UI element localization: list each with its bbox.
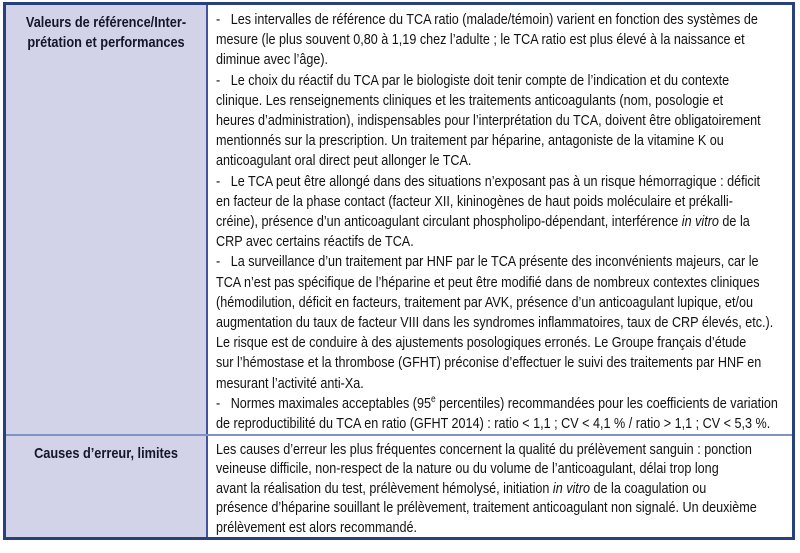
text-line: veineuse difficile, non-respect de la nature ou du volume de l’anticoagulant, délai trop long bbox=[216, 460, 719, 478]
row-label-line: Valeurs de référence/Inter- bbox=[25, 14, 187, 31]
text-line: - Le choix du réactif du TCA par le biologiste doit tenir compte de l’indication et du contexte bbox=[216, 71, 730, 89]
text-line: clinique. Les renseignements cliniques et les traitements anticoagulants (nom, posologie et bbox=[216, 91, 724, 109]
row-content-text bbox=[216, 440, 790, 537]
text-line: mesurant l’activité anti-Xa. bbox=[216, 374, 364, 392]
reference-table bbox=[3, 2, 795, 540]
row-label-line: Causes d’erreur, limites bbox=[34, 445, 178, 462]
row-header-cell bbox=[6, 5, 208, 434]
text-line: - Normes maximales acceptables (95e percentiles) recommandées pour les coefficients de variation bbox=[216, 393, 778, 412]
row-content-cell bbox=[208, 5, 792, 434]
text-line: TCA n’est pas spécifique de l’héparine et peut être modifié dans de nombreux contextes cliniques bbox=[216, 273, 760, 291]
text-line: prélèvement est alors recommandé. bbox=[216, 518, 417, 536]
row-header-text bbox=[6, 444, 206, 464]
text-line: créine), présence d’un anticoagulant circulant phospholipo-dépendant, interférence in vitro de la bbox=[216, 213, 750, 231]
text-line: - Le TCA peut être allongé dans des situations n’exposant pas à un risque hémorragique : déficit bbox=[216, 172, 761, 190]
text-line: - La surveillance d’un traitement par HNF par le TCA présente des inconvénients majeurs, car le bbox=[216, 253, 759, 271]
text-line: anticoagulant oral direct peut allonger le TCA. bbox=[216, 152, 472, 170]
table-row-valeurs-reference bbox=[6, 5, 792, 434]
text-line: - Les intervalles de référence du TCA ratio (malade/témoin) varient en fonction des systèmes de bbox=[216, 11, 758, 28]
row-label-line: prétation et performances bbox=[27, 34, 185, 51]
text-line: présence d’héparine souillant le prélèvement, traitement anticoagulant non signalé. Un deuxième bbox=[216, 499, 757, 517]
text-line: de reproductibilité du TCA en ratio (GFHT 2014) : ratio < 1,1 ; CV < 4,1 % / ratio > 1,1 ; CV < 5,3 %. bbox=[216, 415, 771, 433]
row-header-cell bbox=[6, 436, 208, 537]
text-line: (hémodilution, déficit en facteurs, traitement par AVK, présence d’un anticoagulant lupique, et/ou bbox=[216, 293, 753, 311]
table-row-causes-erreur bbox=[6, 434, 792, 537]
text-line: diminue avec l’âge). bbox=[216, 51, 329, 69]
text-line: sur l’hémostase et la thrombose (GFHT) préconise d’effectuer le suivi des traitements par HNF en bbox=[216, 354, 762, 372]
text-line: mentionnés sur la prescription. Un traitement par héparine, antagoniste de la vitamine K ou bbox=[216, 132, 724, 150]
text-line: augmentation du taux de facteur VIII dans les syndromes inflammatoires, taux de CRP élevés, etc.). bbox=[216, 314, 774, 332]
text-line: Les causes d’erreur les plus fréquentes concernent la qualité du prélèvement sanguin : ponction bbox=[216, 441, 752, 458]
row-content-text bbox=[216, 10, 790, 434]
text-line: en facteur de la phase contact (facteur XII, kininogènes de haut poids moléculaire et prékalli- bbox=[216, 192, 733, 210]
text-line: CRP avec certains réactifs de TCA. bbox=[216, 233, 414, 251]
text-line: mesure (le plus souvent 0,80 à 1,19 chez l’adulte ; le TCA ratio est plus élevé à la naissance et bbox=[216, 31, 745, 49]
row-header-text bbox=[6, 13, 206, 53]
text-line: Le risque est de conduire à des ajustements posologiques erronés. Le Groupe français d’étude bbox=[216, 334, 747, 352]
text-line: avant la réalisation du test, prélèvement hémolysé, initiation in vitro de la coagulation ou bbox=[216, 479, 707, 497]
row-content-cell bbox=[208, 436, 792, 537]
text-line: heures d’administration), indispensables pour l’interprétation du TCA, doivent être obligatoirement bbox=[216, 112, 761, 130]
